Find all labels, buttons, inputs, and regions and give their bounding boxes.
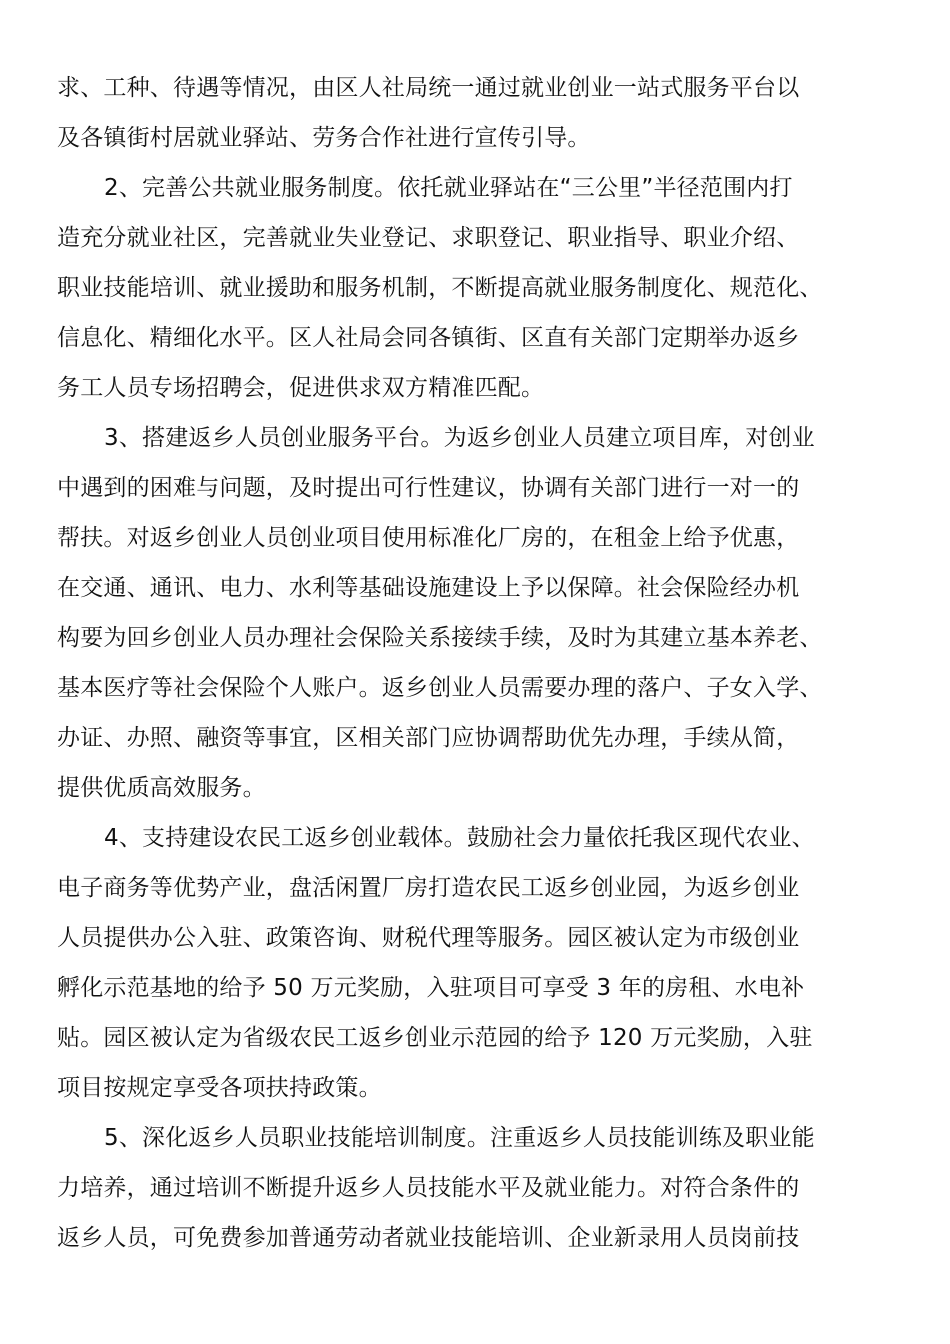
text-line: 电子商务等优势产业，盘活闲置厂房打造农民工返乡创业园，为返乡创业	[57, 875, 800, 901]
text-line: 贴。园区被认定为省级农民工返乡创业示范园的给予 120 万元奖励，入驻	[57, 1025, 813, 1051]
text-line: 力培养，通过培训不断提升返乡人员技能水平及就业能力。对符合条件的	[57, 1175, 800, 1201]
text-line: 返乡人员，可免费参加普通劳动者就业技能培训、企业新录用人员岗前技	[57, 1225, 800, 1251]
text-line: 办证、办照、融资等事宜，区相关部门应协调帮助优先办理，手续从简，	[57, 725, 800, 751]
text-line: 职业技能培训、就业援助和服务机制，不断提高就业服务制度化、规范化、	[57, 275, 823, 301]
paragraph-3-heading-line: 3、搭建返乡人员创业服务平台。为返乡创业人员建立项目库，对创业	[104, 425, 815, 451]
text-line: 构要为回乡创业人员办理社会保险关系接续手续，及时为其建立基本养老、	[57, 625, 823, 651]
text-line: 人员提供办公入驻、政策咨询、财税代理等服务。园区被认定为市级创业	[57, 925, 800, 951]
text-line: 帮扶。对返乡创业人员创业项目使用标准化厂房的，在租金上给予优惠，	[57, 525, 800, 551]
text-line: 信息化、精细化水平。区人社局会同各镇街、区直有关部门定期举办返乡	[57, 325, 800, 351]
text-line: 及各镇街村居就业驿站、劳务合作社进行宣传引导。	[57, 125, 591, 151]
text-line: 项目按规定享受各项扶持政策。	[57, 1075, 382, 1101]
paragraph-2-heading-line: 2、完善公共就业服务制度。依托就业驿站在“三公里”半径范围内打	[104, 175, 793, 201]
text-line: 求、工种、待遇等情况，由区人社局统一通过就业创业一站式服务平台以	[57, 75, 800, 101]
text-line: 中遇到的困难与问题，及时提出可行性建议，协调有关部门进行一对一的	[57, 475, 800, 501]
paragraph-5-heading-line: 5、深化返乡人员职业技能培训制度。注重返乡人员技能训练及职业能	[104, 1125, 815, 1151]
text-line: 造充分就业社区，完善就业失业登记、求职登记、职业指导、职业介绍、	[57, 225, 800, 251]
text-line: 提供优质高效服务。	[57, 775, 266, 801]
paragraph-4-heading-line: 4、支持建设农民工返乡创业载体。鼓励社会力量依托我区现代农业、	[104, 825, 815, 851]
text-line: 孵化示范基地的给予 50 万元奖励，入驻项目可享受 3 年的房租、水电补	[57, 975, 805, 1001]
text-line: 在交通、通讯、电力、水利等基础设施建设上予以保障。社会保险经办机	[57, 575, 800, 601]
text-line: 基本医疗等社会保险个人账户。返乡创业人员需要办理的落户、子女入学、	[57, 675, 823, 701]
text-line: 务工人员专场招聘会，促进供求双方精准匹配。	[57, 375, 545, 401]
